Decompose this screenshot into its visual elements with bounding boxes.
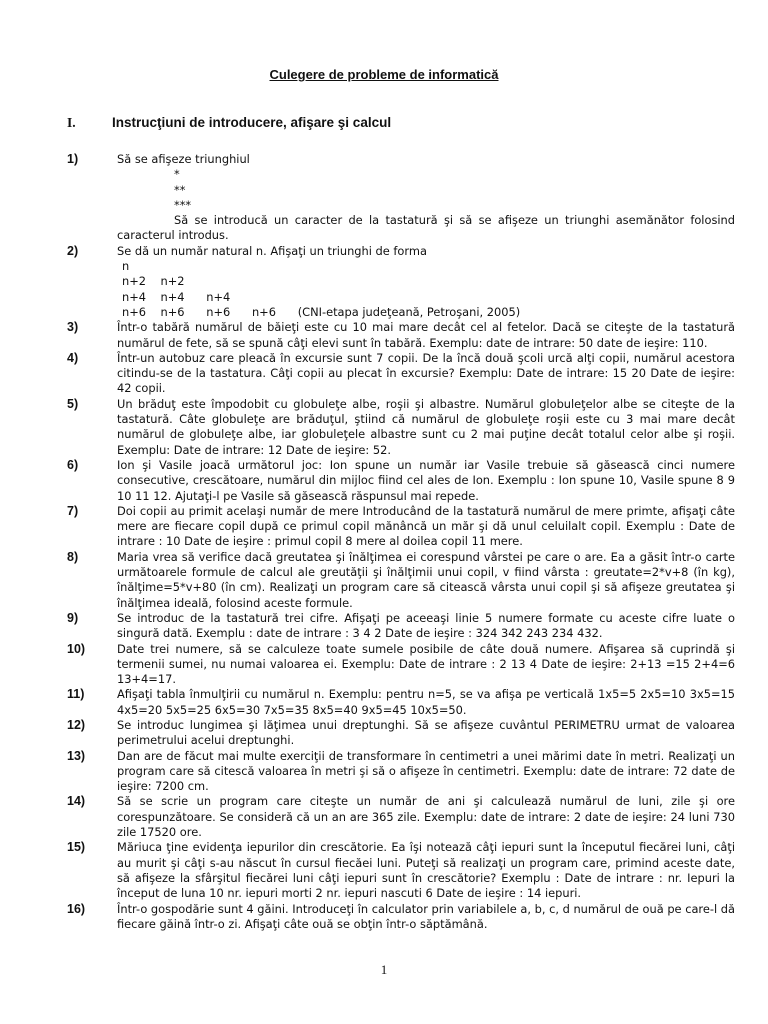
problem-9	[67, 611, 735, 642]
problem-text: Un brăduţ este împodobit cu globuleţe albe, roşii şi albastre. Numărul globuleţelor albe se citeşte de la tastatură. Câte globuleţe are brăduţul, ştiind că numărul de globuleţe roşii este cu 3 mai mare decât numărul de globuleţe albe, iar globuleţele albastre sunt cu 2 mai puţine decât totalul celor albe şi roşii. Exemplu: Date de intrare: 12 Date de ieşire: 52.	[117, 396, 735, 457]
problem-text: Să se afişeze triunghiul	[117, 152, 250, 166]
problem-number: 2)	[67, 243, 79, 258]
problem-text: Maria vrea să verifice dacă greutatea şi înălţimea ei corespund vârstei pe care o are. Ea a găsit într-o carte următoarele formule de calcul ale greutăţii şi înălţimii unui copil, v fiind vârsta : greutate=2*v+8 (în kg), înălţime=5*v+80 (în cm). Realizaţi un program care să citească vârsta unui copil şi să afişeze greutatea şi înălţimea ideală, folosind aceste formule.	[117, 549, 735, 610]
problem-number: 4)	[67, 350, 79, 365]
triangle-line: n+4 n+4 n+4	[122, 289, 231, 304]
problem-text: Într-un autobuz care pleacă în excursie sunt 7 copii. De la încă două şcoli urcă alţi copii, numărul acestora citindu-se de la tastatura. Câţi copii au plecat în excursie? Exemplu: Date de intrare: 15 20 Date de ieşire: 42 copii.	[117, 350, 735, 396]
problem-number: 16)	[67, 901, 86, 916]
problem-16	[67, 902, 735, 933]
problem-text: Doi copii au primit acelaşi număr de mere Introducând de la tastatură numărul de mere primte, afişaţi câte mere are fiecare copil după ce primul copil mănâncă un măr şi dă unul celuilalt copil. Exemplu : Date de intrare : 10 Date de ieşire : primul copil 8 mere al doilea copil 11 mere.	[117, 503, 735, 549]
chapter-title: Instrucţiuni de introducere, afişare şi calcul	[112, 115, 392, 130]
problem-text: Într-o tabără numărul de băieţi este cu 10 mai mare decât cel al fetelor. Dacă se citeşte de la tastatură numărul de fete, să se spună câţi elevi sunt în tabără. Exemplu: date de intrare: 50 date de ieşire: 110.	[117, 320, 735, 350]
problem-number: 13)	[67, 748, 86, 763]
problem-text: Să se introducă un caracter de la tastatură şi să se afişeze un triunghi asemănător folosind caracterul introdus.	[117, 213, 735, 243]
problem-14	[67, 794, 735, 840]
triangle-line: **	[174, 182, 186, 197]
triangle-line: *	[174, 167, 180, 182]
problem-number: 5)	[67, 396, 79, 411]
problem-15	[67, 840, 735, 901]
problem-6	[67, 458, 735, 504]
problem-5	[67, 397, 735, 458]
chapter-number: I.	[67, 115, 76, 130]
problem-10	[67, 642, 735, 688]
problem-text: Într-o gospodărie sunt 4 găini. Introduceţi în calculator prin variabilele a, b, c, d numărul de ouă pe care-l dă fiecare găină într-o zi. Afişaţi câte ouă se obţin într-o săptămână.	[117, 901, 735, 931]
problem-13	[67, 749, 735, 795]
problem-number: 14)	[67, 794, 86, 809]
problem-number: 12)	[67, 717, 86, 732]
problem-1	[67, 152, 735, 244]
problem-text: Date trei numere, să se calculeze toate sumele posibile de câte două numere. Afişarea să cuprindă şi termenii sumei, nu numai valoarea ei. Exemplu: Date de intrare : 2 13 4 Date de ieşire: 2+13 =15 2+4=6 13+4=17.	[117, 641, 735, 687]
problem-list	[67, 152, 735, 932]
problem-number: 8)	[67, 549, 79, 564]
page-number: 1	[380, 962, 388, 977]
problem-number: 6)	[67, 457, 79, 472]
triangle-line: n+2 n+2	[122, 274, 185, 289]
document-title: Culegere de probleme de informatică	[269, 67, 499, 82]
triangle-line: n	[122, 259, 130, 274]
problem-text: Afişaţi tabla înmulţirii cu numărul n. Exemplu: pentru n=5, se va afişa pe verticală 1x5=5 2x5=10 3x5=15 4x5=20 5x5=25 6x5=30 7x5=35 8x5=40 9x5=45 10x5=50.	[117, 687, 735, 717]
problem-number: 9)	[67, 610, 79, 625]
problem-text: Să se scrie un program care citeşte un număr de ani şi calculează numărul de luni, zile şi ore corespunzătoare. Se consideră că un an are 365 zile. Exemplu: date de intrare: 2 date de ieşire: 24 luni 730 zile 17520 ore.	[117, 794, 735, 840]
problem-2	[67, 244, 735, 320]
problem-text: Se introduc de la tastatură trei cifre. Afişaţi pe aceeaşi linie 5 numere formate cu aceste cifre luate o singură dată. Exemplu : date de intrare : 3 4 2 Date de ieşire : 324 342 243 234 432.	[117, 610, 735, 641]
problem-7	[67, 504, 735, 550]
triangle-line: n+6 n+6 n+6 n+6 (CNI-etapa judeţeană, Petroşani, 2005)	[122, 304, 521, 319]
problem-number: 1)	[67, 152, 79, 166]
problem-8	[67, 550, 735, 611]
problem-text: Ion şi Vasile joacă următorul joc: Ion spune un număr iar Vasile trebuie să găsească cinci numere consecutive, crescătoare, numărul din mijloc fiind cel ales de Ion. Exemplu : Ion spune 10, Vasile spune 8 9 10 11 12. Ajutaţi-l pe Vasile să găsească răspunsul mai repede.	[117, 457, 735, 503]
problem-text: Se dă un număr natural n. Afişaţi un triunghi de forma	[117, 243, 427, 258]
problem-4	[67, 351, 735, 397]
problem-text: Măriuca ţine evidenţa iepurilor din crescătorie. Ea îşi notează câţi iepuri sunt la începutul fiecărei luni, câţi au murit şi câţi s-au născut în cursul fiecăei luni. Puteţi să realizaţi un program care, primind aceste date, să afişeze la sfârşitul fiecărei luni câţi iepuri sunt în crescătorie? Exemplu : Date de intrare : nr. Iepuri la început de luna 10 nr. iepuri morti 2 nr. iepuri nascuti 6 Date de ieşire : 14 iepuri.	[117, 840, 735, 901]
problem-number: 7)	[67, 503, 79, 518]
problem-number: 15)	[67, 840, 86, 855]
triangle-line: ***	[174, 197, 192, 212]
problem-text: Se introduc lungimea şi lăţimea unui dreptunghi. Să se afişeze cuvântul PERIMETRU urmat de valoarea perimetrului acelui dreptunghi.	[117, 717, 735, 748]
problem-number: 3)	[67, 320, 79, 335]
problem-12	[67, 718, 735, 749]
problem-number: 11)	[67, 687, 85, 702]
problem-11	[67, 687, 735, 718]
problem-text: Dan are de făcut mai multe exerciţii de transformare în centimetri a unei mărimi date în metri. Realizaţi un program care să citescă valoarea în metri şi să o afişeze în centimetri. Exemplu: date de intrare: 72 date de ieşire: 7200 cm.	[117, 748, 735, 794]
problem-number: 10)	[67, 641, 86, 656]
problem-3	[67, 320, 735, 351]
